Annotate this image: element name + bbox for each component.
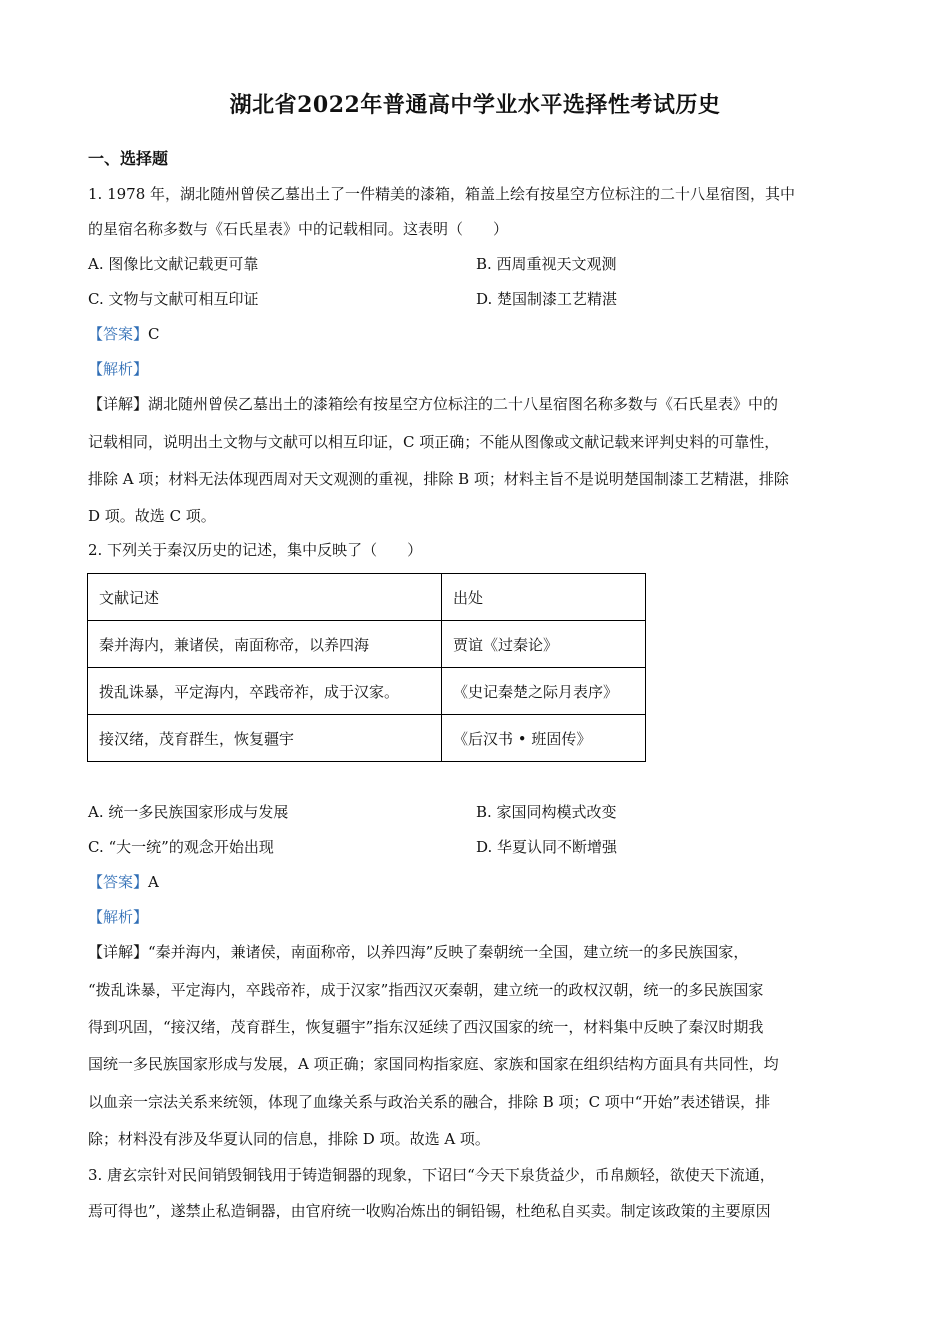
q1-stem-line-1: 1. 1978 年，湖北随州曾侯乙墓出土了一件精美的漆箱，箱盖上绘有按星空方位标注的二十八星宿图，其中 <box>88 185 796 203</box>
q1-detail-line-3: 排除 A 项；材料无法体现西周对天文观测的重视，排除 B 项；材料主旨不是说明楚国制漆工艺精湛，排除 <box>88 470 789 488</box>
table-row <box>88 668 646 715</box>
q1-detail-line-1 <box>88 394 868 414</box>
q1-answer <box>88 324 868 344</box>
table-row <box>88 715 646 762</box>
q1-detail-text-1: 湖北随州曾侯乙墓出土的漆箱绘有按星空方位标注的二十八星宿图名称多数与《石氏星表》中的 <box>148 395 779 413</box>
analysis-tag: 【解析】 <box>88 908 149 926</box>
q1-option-a: A. 图像比文献记载更可靠 <box>88 255 259 273</box>
table-cell: 拨乱诛暴，平定海内，卒践帝祚，成于汉家。 <box>88 668 442 715</box>
q1-option-b: B. 西周重视天文观测 <box>476 255 617 273</box>
table-row <box>88 621 646 668</box>
q2-answer-value: A <box>148 873 159 891</box>
q2-detail-line-6: 除；材料没有涉及华夏认同的信息，排除 D 项。故选 A 项。 <box>88 1130 490 1148</box>
q2-stem: 2. 下列关于秦汉历史的记述，集中反映了（ ） <box>88 541 423 559</box>
page-title: 湖北省2022年普通高中学业水平选择性考试历史 <box>229 92 721 118</box>
table-cell: 《史记秦楚之际月表序》 <box>442 668 646 715</box>
q2-detail-line-4: 国统一多民族国家形成与发展，A 项正确；家国同构指家庭、家族和国家在组织结构方面具有共同性，均 <box>88 1055 779 1073</box>
q1-detail-line-4: D 项。故选 C 项。 <box>88 507 216 525</box>
q2-detail-line-1 <box>88 942 868 962</box>
q2-detail-line-2: “拨乱诛暴，平定海内，卒践帝祚，成于汉家”指西汉灭秦朝，建立统一的政权汉朝，统一的多民族国家 <box>88 981 764 999</box>
q2-detail-text-1: “秦并海内，兼诸侯，南面称帝，以养四海”反映了秦朝统一全国，建立统一的多民族国家， <box>148 943 749 961</box>
section-heading: 一、选择题 <box>88 149 169 168</box>
q3-stem-line-1: 3. 唐玄宗针对民间销毁铜钱用于铸造铜器的现象，下诏曰“今天下泉货益少，币帛颇轻，欲使天下流通， <box>88 1166 775 1184</box>
detail-tag: 【详解】 <box>88 395 149 413</box>
table-cell: 秦并海内，兼诸侯，南面称帝，以养四海 <box>88 621 442 668</box>
q1-option-d: D. 楚国制漆工艺精湛 <box>476 290 618 308</box>
table-header-row <box>88 574 646 621</box>
table-cell: 《后汉书 • 班固传》 <box>442 715 646 762</box>
q2-detail-line-5: 以血亲一宗法关系来统领，体现了血缘关系与政治关系的融合，排除 B 项；C 项中“开始”表述错误，排 <box>88 1093 771 1111</box>
q2-option-d: D. 华夏认同不断增强 <box>476 838 618 856</box>
q2-answer <box>88 872 868 892</box>
q1-analysis-heading <box>88 359 868 379</box>
q1-option-c: C. 文物与文献可相互印证 <box>88 290 259 308</box>
analysis-tag: 【解析】 <box>88 360 149 378</box>
q2-option-b: B. 家国同构模式改变 <box>476 803 617 821</box>
q3-stem-line-2: 焉可得也”，遂禁止私造铜器，由官府统一收购冶炼出的铜铅锡，杜绝私自买卖。制定该政策的主要原因 <box>88 1202 771 1220</box>
q2-analysis-heading <box>88 907 868 927</box>
detail-tag: 【详解】 <box>88 943 149 961</box>
table-cell: 接汉绪，茂育群生，恢复疆宇 <box>88 715 442 762</box>
q2-option-c: C. “大一统”的观念开始出现 <box>88 838 274 856</box>
table-header-cell: 出处 <box>442 574 646 621</box>
q2-source-table <box>87 573 646 762</box>
q1-stem-line-2: 的星宿名称多数与《石氏星表》中的记载相同。这表明（ ） <box>88 220 509 238</box>
q1-answer-value: C <box>148 325 160 343</box>
q2-option-a: A. 统一多民族国家形成与发展 <box>88 803 289 821</box>
q1-detail-line-2: 记载相同，说明出土文物与文献可以相互印证，C 项正确；不能从图像或文献记载来评判史料的可靠性， <box>88 433 780 451</box>
answer-tag: 【答案】 <box>88 873 149 891</box>
table-cell: 贾谊《过秦论》 <box>442 621 646 668</box>
answer-tag: 【答案】 <box>88 325 149 343</box>
q2-detail-line-3: 得到巩固，“接汉绪，茂育群生，恢复疆宇”指东汉延续了西汉国家的统一，材料集中反映了秦汉时期我 <box>88 1018 764 1036</box>
table-header-cell: 文献记述 <box>88 574 442 621</box>
